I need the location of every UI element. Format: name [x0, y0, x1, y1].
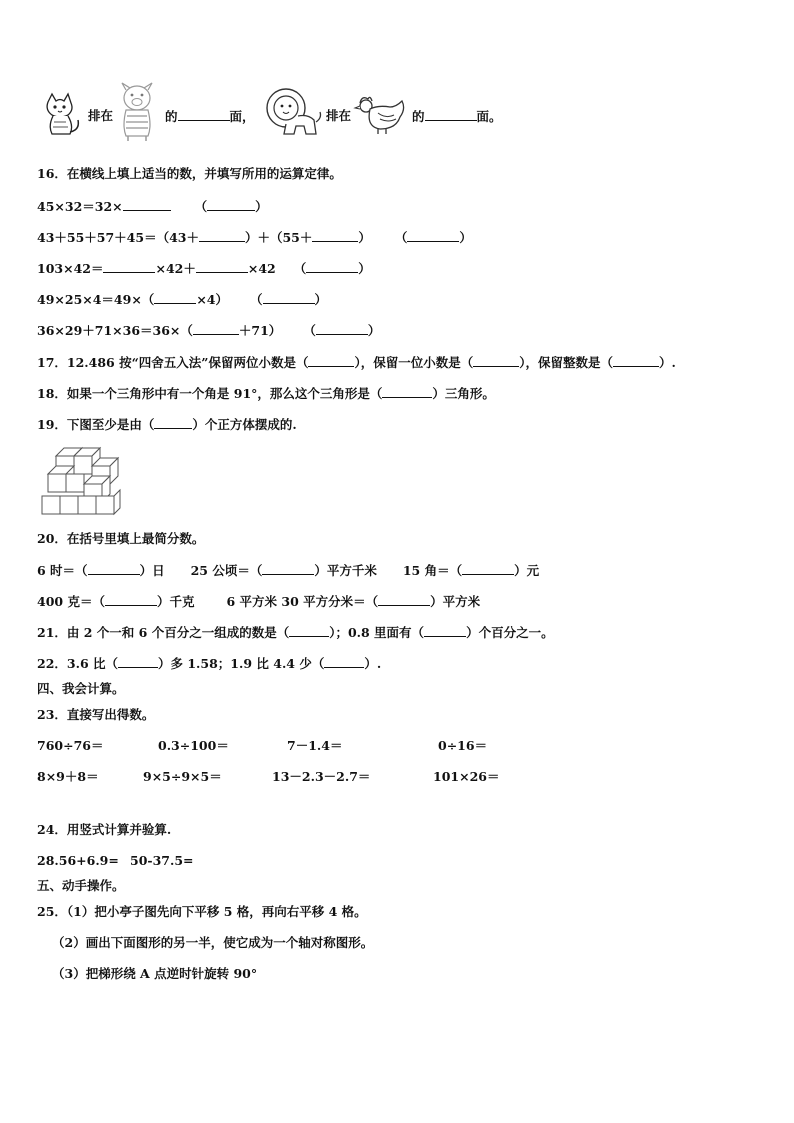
- cube-stack-icon: [40, 444, 122, 520]
- blank-21-2[interactable]: [424, 624, 466, 637]
- q16-title: 16．在横线上填上适当的数，并填写所用的运算定律。: [37, 166, 342, 181]
- q25-line-3: （3）把梯形绕 A 点逆时针旋转 90°: [52, 966, 258, 981]
- q25-line-1: 25．（1）把小亭子图先向下平移 5 格，再向右平移 4 格。: [37, 904, 367, 919]
- blank-17-3[interactable]: [613, 354, 659, 367]
- blank-16-3c[interactable]: [306, 260, 358, 273]
- blank-16-2a[interactable]: [199, 229, 245, 242]
- q18: 18．如果一个三角形中有一个角是 91°，那么这个三角形是（ ）三角形。: [37, 386, 495, 401]
- blank-20-3[interactable]: [462, 562, 514, 575]
- cube-stack-figure: [40, 444, 122, 524]
- label-mian-2: 面。: [476, 109, 502, 124]
- q16-line-1: 45×32＝32× （ ）: [37, 199, 268, 214]
- blank-16-4a[interactable]: [154, 291, 196, 304]
- label-de-2: 的: [412, 109, 425, 124]
- section-4-heading: 四、我会计算。: [37, 681, 125, 696]
- q23-r2-c1: 8×9＋8＝: [37, 769, 99, 784]
- animals-text-4: [412, 108, 502, 125]
- q16-line-2: 43＋55＋57＋45＝（43＋ ）＋（55＋ ） （ ）: [37, 230, 472, 245]
- blank-17-1[interactable]: [308, 354, 354, 367]
- blank-19[interactable]: [154, 416, 192, 429]
- label-mian-1: 面，: [229, 109, 255, 124]
- blank-22-1[interactable]: [118, 655, 158, 668]
- q24-problem-a: 28.56+6.9=: [37, 853, 119, 868]
- blank-16-1b[interactable]: [207, 198, 255, 211]
- label-de-1: 的: [165, 109, 178, 124]
- blank-16-2c[interactable]: [407, 229, 459, 242]
- blank-16-2b[interactable]: [312, 229, 358, 242]
- blank-18[interactable]: [382, 385, 432, 398]
- q23-r1-c1: 760÷76＝: [37, 738, 104, 753]
- blank-16-3a[interactable]: [103, 260, 155, 273]
- piglet-icon: [114, 82, 160, 142]
- q20-title: 20．在括号里填上最简分数。: [37, 531, 205, 546]
- q22: 22．3.6 比（ ）多 1.58；1.9 比 4.4 少（ ）.: [37, 656, 382, 671]
- lion-picture: [262, 88, 324, 142]
- q16-line-5: 36×29＋71×36＝36×（ ＋71） （ ）: [37, 323, 381, 338]
- q16-line-4: 49×25×4＝49×（ ×4） （ ）: [37, 292, 328, 307]
- section-5-heading: 五、动手操作。: [37, 878, 125, 893]
- hen-picture: [352, 93, 410, 139]
- lion-icon: [262, 88, 324, 138]
- hen-icon: [352, 93, 410, 135]
- cat-picture: [40, 92, 86, 142]
- q19: 19．下图至少是由（ ）个正方体摆成的.: [37, 417, 297, 432]
- blank-16-5a[interactable]: [193, 322, 239, 335]
- q25-line-2: （2）画出下面图形的另一半，使它成为一个轴对称图形。: [52, 935, 374, 950]
- blank-animals-2[interactable]: [425, 108, 477, 121]
- q16-line-3: 103×42＝ ×42＋ ×42 （ ）: [37, 261, 371, 276]
- q17: 17．12.486 按“四舍五入法”保留两位小数是（ ），保留一位小数是（ ），保留整数是（ ）.: [37, 355, 676, 370]
- q21: 21．由 2 个一和 6 个百分之一组成的数是（ ）；0.8 里面有（ ）个百分之一。: [37, 625, 554, 640]
- blank-21-1[interactable]: [289, 624, 329, 637]
- q23-title: 23．直接写出得数。: [37, 707, 155, 722]
- blank-20-4[interactable]: [105, 593, 157, 606]
- animals-text-2: [165, 108, 255, 125]
- piglet-picture: [114, 82, 160, 146]
- cat-icon: [40, 92, 86, 138]
- q23-r1-c3: 7－1.4＝: [287, 738, 343, 753]
- blank-20-2[interactable]: [262, 562, 314, 575]
- blank-16-1a[interactable]: [123, 198, 171, 211]
- q20-line-1: 6 时＝（ ）日 25 公顷＝（ ）平方千米 15 角＝（ ）元: [37, 563, 540, 578]
- animals-text-3: 排在: [326, 108, 352, 123]
- blank-20-5[interactable]: [378, 593, 430, 606]
- q23-r2-c3: 13－2.3－2.7＝: [272, 769, 371, 784]
- q23-r1-c2: 0.3÷100＝: [158, 738, 229, 753]
- blank-16-5b[interactable]: [316, 322, 368, 335]
- blank-22-2[interactable]: [324, 655, 364, 668]
- q23-r2-c2: 9×5÷9×5＝: [143, 769, 222, 784]
- blank-16-4b[interactable]: [263, 291, 315, 304]
- blank-16-3b[interactable]: [196, 260, 248, 273]
- animals-text-1: 排在: [88, 108, 114, 123]
- q24-title: 24．用竖式计算并验算.: [37, 822, 172, 837]
- blank-17-2[interactable]: [473, 354, 519, 367]
- q23-r1-c4: 0÷16＝: [438, 738, 488, 753]
- q23-r2-c4: 101×26＝: [433, 769, 500, 784]
- blank-animals-1[interactable]: [178, 108, 230, 121]
- blank-20-1[interactable]: [88, 562, 140, 575]
- q24-problem-b: 50-37.5=: [130, 853, 194, 868]
- q20-line-2: 400 克＝（ ）千克 6 平方米 30 平方分米＝（ ）平方米: [37, 594, 481, 609]
